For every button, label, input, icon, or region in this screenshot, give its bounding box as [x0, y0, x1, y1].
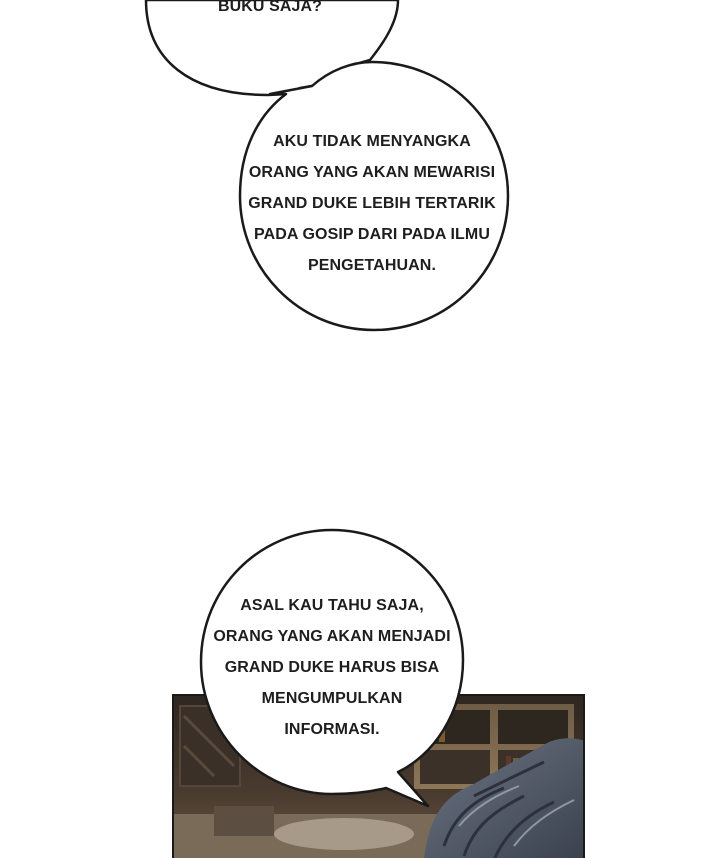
speech-text-line: ORANG YANG AKAN MENJADI: [213, 628, 451, 645]
speech-text-line: INFORMASI.: [284, 721, 380, 738]
speech-text-line: GRAND DUKE LEBIH TERTARIK: [248, 195, 496, 212]
speech-text-line: ASAL KAU TAHU SAJA,: [240, 597, 424, 614]
speech-text-line: BUKU SAJA?: [217, 0, 323, 15]
speech-text-line: ORANG YANG AKAN MEWARISI: [248, 164, 496, 181]
speech-text-line: PENGETAHUAN.: [307, 257, 437, 274]
speech-text-1: [150, 0, 390, 22]
speech-text-line: PADA GOSIP DARI PADA ILMU: [254, 226, 490, 243]
speech-text-3: [205, 590, 459, 745]
speech-text-line: GRAND DUKE HARUS BISA: [224, 659, 440, 676]
speech-text-line: AKU TIDAK MENYANGKA: [273, 133, 471, 150]
speech-text-2: [240, 126, 504, 281]
speech-text-line: MENGUMPULKAN: [261, 690, 403, 707]
